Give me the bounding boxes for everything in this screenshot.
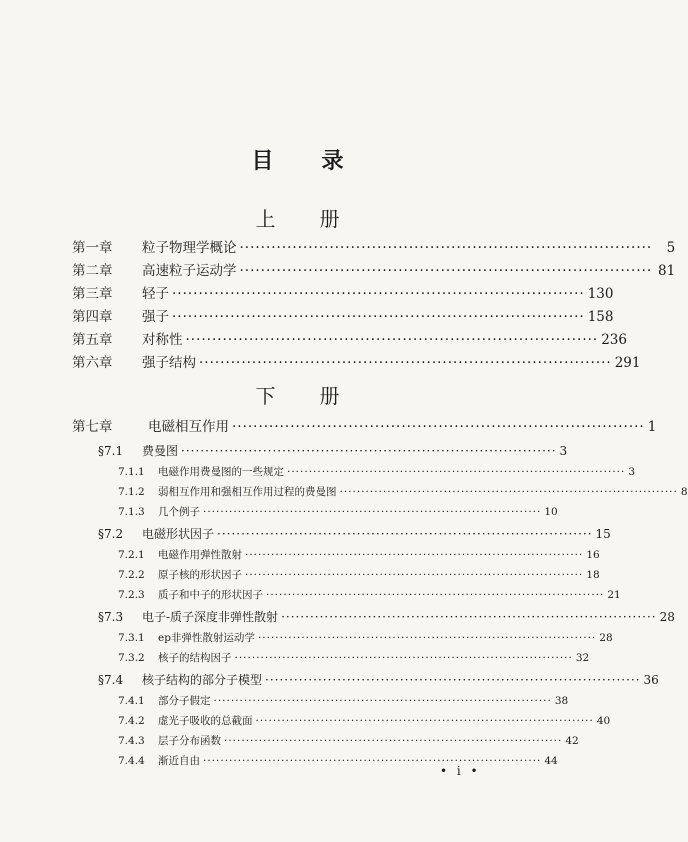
chapter-label: 第四章 — [72, 309, 113, 325]
upper-volume-heading: 上册 — [255, 207, 384, 231]
page-number: 28 — [599, 632, 613, 644]
section-title: 电磁形状因子 — [142, 527, 215, 541]
chapter-title: 高速粒子运动学 — [142, 263, 237, 279]
leader-dots: ·············································································· — [213, 695, 552, 707]
page-number: 10 — [544, 506, 558, 518]
subsection-label: 7.2.2 — [118, 569, 145, 581]
subsection-label: 7.4.2 — [118, 715, 145, 727]
toc-entry-section — [0, 671, 659, 688]
page-number: 81 — [658, 263, 676, 279]
toc-entry-section — [0, 608, 675, 625]
page-number: 1 — [647, 419, 657, 435]
chapter-title: 粒子物理学概论 — [142, 240, 237, 256]
leader-dots: ·············································································· — [245, 569, 584, 581]
chapter-title: 电磁相互作用 — [148, 419, 229, 435]
page-number: 158 — [587, 309, 614, 325]
leader-dots: ·············································································· — [234, 652, 573, 664]
toc-entry-subsection — [0, 753, 595, 768]
chapter-title: 轻子 — [142, 286, 169, 302]
leader-dots: ·············································································· — [224, 735, 563, 747]
toc-entry-subsection — [0, 733, 595, 748]
toc-entry-chapter-7 — [0, 415, 657, 435]
page-number: 42 — [565, 735, 579, 747]
subsection-title: ep非弹性散射运动学 — [158, 632, 255, 644]
toc-entry-chapter-2 — [0, 259, 676, 279]
toc-entry-chapter-4 — [0, 305, 614, 325]
toc-entry-subsection — [0, 464, 636, 479]
leader-dots: ·············································································· — [239, 263, 653, 279]
page-number: 40 — [596, 715, 611, 727]
page-number: 18 — [586, 569, 600, 581]
page-number: 8 — [680, 486, 688, 498]
subsection-label: 7.4.3 — [118, 735, 145, 747]
leader-dots: ·············································································· — [203, 755, 542, 767]
page-number: 3 — [628, 466, 636, 478]
page-number: 3 — [559, 444, 568, 458]
page-number: 32 — [575, 652, 590, 664]
subsection-title: 核子的结构因子 — [158, 652, 232, 664]
page-number: 36 — [643, 673, 659, 687]
toc-entry-subsection — [0, 693, 595, 708]
subsection-title: 原子核的形状因子 — [158, 569, 242, 581]
page-number: 44 — [544, 755, 558, 767]
leader-dots: ·············································································· — [255, 715, 594, 727]
page-number: 15 — [595, 527, 611, 541]
leader-dots: ·············································································· — [172, 309, 585, 325]
subsection-title: 渐近自由 — [158, 755, 200, 767]
section-title: 电子-质子深度非弹性散射 — [142, 610, 279, 624]
toc-entry-subsection — [0, 650, 595, 665]
leader-dots: ·············································································· — [257, 632, 597, 644]
chapter-title: 对称性 — [142, 332, 183, 348]
page-number: 291 — [614, 355, 641, 371]
page-number: 21 — [607, 589, 621, 601]
page-number: 236 — [601, 332, 627, 348]
page-title: 目录 — [251, 149, 392, 174]
section-label: §7.1 — [98, 444, 124, 458]
subsection-label: 7.1.1 — [118, 466, 145, 478]
chapter-label: 第六章 — [72, 355, 113, 371]
chapter-label: 第三章 — [72, 286, 113, 302]
subsection-title: 电磁作用费曼图的一些规定 — [158, 466, 284, 478]
subsection-title: 几个例子 — [158, 506, 200, 518]
leader-dots: ·············································································· — [245, 549, 584, 561]
leader-dots: ·············································································· — [239, 240, 653, 256]
toc-entry-subsection — [0, 587, 621, 602]
subsection-label: 7.2.1 — [118, 549, 145, 561]
subsection-label: 7.3.2 — [118, 652, 145, 664]
leader-dots: ·············································································· — [266, 589, 605, 601]
leader-dots: ·············································································· — [203, 506, 542, 518]
leader-dots: ·············································································· — [232, 419, 645, 435]
leader-dots: ·············································································· — [339, 486, 678, 498]
subsection-title: 层子分布函数 — [158, 735, 221, 747]
subsection-label: 7.1.3 — [118, 506, 145, 518]
toc-entry-chapter-5 — [0, 328, 627, 348]
page-number: 16 — [586, 549, 600, 561]
page-number: 38 — [554, 695, 569, 707]
section-label: §7.3 — [98, 610, 124, 624]
toc-entry-chapter-3 — [0, 282, 614, 302]
chapter-label: 第一章 — [72, 240, 113, 256]
subsection-label: 7.2.3 — [118, 589, 145, 601]
toc-entry-subsection — [0, 713, 611, 728]
toc-entry-chapter-6 — [0, 351, 641, 371]
page-number: 130 — [587, 286, 614, 302]
leader-dots: ·············································································· — [287, 466, 626, 478]
chapter-label: 第五章 — [72, 332, 113, 348]
subsection-label: 7.1.2 — [118, 486, 145, 498]
leader-dots: ·············································································· — [199, 355, 612, 371]
chapter-label: 第二章 — [72, 263, 113, 279]
section-title: 费曼图 — [142, 444, 179, 458]
toc-entry-subsection — [0, 630, 613, 645]
toc-entry-chapter-1 — [0, 236, 676, 256]
chapter-title: 强子 — [142, 309, 169, 325]
page-folio: • i • — [440, 764, 481, 778]
subsection-label: 7.3.1 — [118, 632, 145, 644]
leader-dots: ·············································································· — [185, 332, 599, 348]
toc-entry-section — [0, 525, 611, 542]
section-label: §7.2 — [98, 527, 124, 541]
chapter-title: 强子结构 — [142, 355, 196, 371]
subsection-label: 7.4.4 — [118, 755, 145, 767]
subsection-title: 虚光子吸收的总截面 — [158, 715, 253, 727]
subsection-title: 弱相互作用和强相互作用过程的费曼图 — [158, 486, 337, 498]
page-number: 28 — [659, 610, 675, 624]
section-title: 核子结构的部分子模型 — [142, 673, 263, 687]
leader-dots: ·············································································· — [181, 444, 557, 458]
toc-entry-section — [0, 442, 595, 459]
leader-dots: ·············································································· — [217, 527, 593, 541]
toc-entry-subsection — [0, 484, 688, 499]
section-label: §7.4 — [98, 673, 124, 687]
page-number: 5 — [666, 240, 676, 256]
leader-dots: ·············································································· — [281, 610, 657, 624]
subsection-label: 7.4.1 — [118, 695, 145, 707]
subsection-title: 质子和中子的形状因子 — [158, 589, 263, 601]
lower-volume-heading: 下册 — [255, 384, 384, 408]
leader-dots: ·············································································· — [172, 286, 585, 302]
toc-entry-subsection — [0, 567, 600, 582]
toc-entry-subsection — [0, 504, 595, 519]
subsection-title: 部分子假定 — [158, 695, 211, 707]
toc-entry-subsection — [0, 547, 600, 562]
subsection-title: 电磁作用弹性散射 — [158, 549, 242, 561]
chapter-label: 第七章 — [72, 419, 113, 435]
leader-dots: ·············································································· — [265, 673, 641, 687]
